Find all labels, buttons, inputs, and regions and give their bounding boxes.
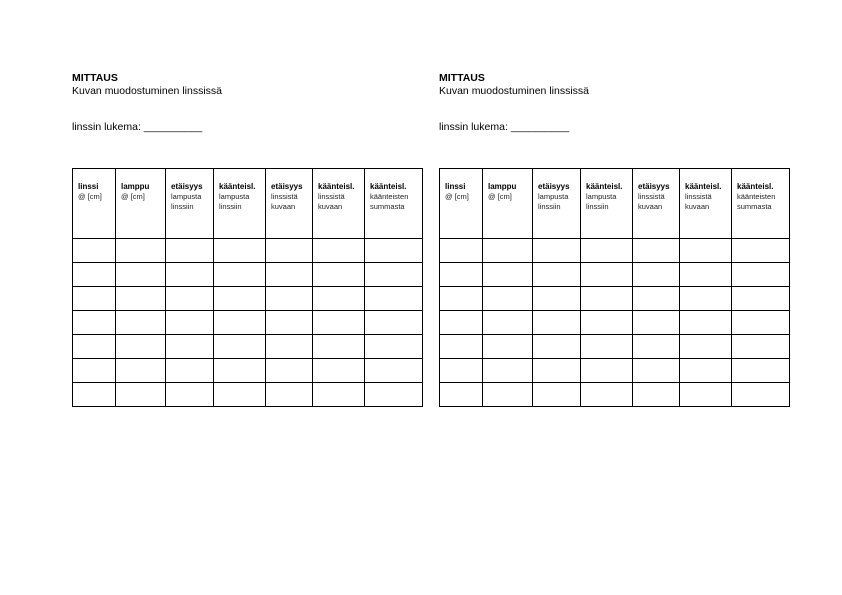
table-row [73, 287, 423, 311]
column-title: etäisyys [638, 182, 670, 191]
table-cell[interactable] [365, 359, 423, 383]
lens-reading-line: linssin lukema: __________ [439, 121, 570, 133]
measurement-sheet-right [439, 72, 789, 211]
table-cell[interactable] [633, 239, 680, 263]
table-cell[interactable] [440, 359, 483, 383]
measurement-table [72, 168, 423, 407]
table-cell[interactable] [214, 383, 266, 407]
column-header-etaisyys-lampusta [533, 169, 581, 239]
table-cell[interactable] [266, 383, 313, 407]
table-cell[interactable] [166, 335, 214, 359]
table-cell[interactable] [214, 239, 266, 263]
column-subtitle: linssistä kuvaan [318, 192, 345, 211]
table-cell[interactable] [116, 335, 166, 359]
table-cell[interactable] [633, 311, 680, 335]
table-cell[interactable] [313, 287, 365, 311]
table-cell[interactable] [214, 287, 266, 311]
lens-reading-line: linssin lukema: __________ [72, 121, 203, 133]
table-cell[interactable] [581, 359, 633, 383]
table-cell[interactable] [483, 263, 533, 287]
column-header-lamppu [483, 169, 533, 239]
column-subtitle: lampusta linssiin [538, 192, 569, 211]
table-cell[interactable] [266, 311, 313, 335]
table-cell[interactable] [166, 263, 214, 287]
table-cell[interactable] [633, 335, 680, 359]
table-row [73, 239, 423, 263]
table-cell[interactable] [365, 335, 423, 359]
table-cell[interactable] [440, 311, 483, 335]
table-cell[interactable] [732, 263, 790, 287]
table-cell[interactable] [73, 335, 116, 359]
table-cell[interactable] [116, 239, 166, 263]
column-title: käänteisl. [370, 182, 407, 191]
table-cell[interactable] [313, 311, 365, 335]
table-cell[interactable] [214, 311, 266, 335]
table-cell[interactable] [732, 239, 790, 263]
table-cell[interactable] [365, 287, 423, 311]
table-cell[interactable] [633, 263, 680, 287]
table-row [440, 335, 790, 359]
table-row [440, 239, 790, 263]
table-cell[interactable] [166, 383, 214, 407]
table-row [440, 311, 790, 335]
table-cell[interactable] [266, 359, 313, 383]
table-body [440, 239, 790, 407]
table-cell[interactable] [116, 263, 166, 287]
table-body [73, 239, 423, 407]
table-cell[interactable] [440, 263, 483, 287]
table-cell[interactable] [633, 287, 680, 311]
table-row [73, 335, 423, 359]
table-cell[interactable] [166, 239, 214, 263]
column-title: käänteisl. [318, 182, 355, 191]
column-subtitle: @ [cm] [78, 192, 102, 201]
table-cell[interactable] [365, 383, 423, 407]
column-title: lamppu [488, 182, 517, 191]
table-cell[interactable] [73, 359, 116, 383]
column-title: etäisyys [171, 182, 203, 191]
table-cell[interactable] [313, 239, 365, 263]
table-cell[interactable] [581, 263, 633, 287]
table-header-row [73, 169, 423, 239]
column-subtitle: lampusta linssiin [586, 192, 617, 211]
table-cell[interactable] [732, 383, 790, 407]
column-subtitle: @ [cm] [445, 192, 469, 201]
column-title: käänteisl. [219, 182, 256, 191]
table-cell[interactable] [732, 359, 790, 383]
table-row [73, 311, 423, 335]
column-header-linssi [440, 169, 483, 239]
table-cell[interactable] [313, 359, 365, 383]
table-row [440, 359, 790, 383]
table-row [440, 383, 790, 407]
column-subtitle: käänteisten summasta [370, 192, 409, 211]
table-cell[interactable] [633, 359, 680, 383]
table-header-row [440, 169, 790, 239]
table-cell[interactable] [365, 311, 423, 335]
column-title: etäisyys [271, 182, 303, 191]
column-subtitle: lampusta linssiin [219, 192, 250, 211]
table-cell[interactable] [483, 311, 533, 335]
table-cell[interactable] [266, 239, 313, 263]
column-subtitle: linssistä kuvaan [638, 192, 665, 211]
table-cell[interactable] [266, 263, 313, 287]
table-row [440, 263, 790, 287]
table-cell[interactable] [483, 335, 533, 359]
column-title: linssi [78, 182, 99, 191]
column-header-kaanteisl-linssista [680, 169, 732, 239]
column-subtitle: @ [cm] [121, 192, 145, 201]
table-cell[interactable] [533, 311, 581, 335]
sheet-subheading: Kuvan muodostuminen linssissä [439, 85, 589, 97]
column-title: lamppu [121, 182, 150, 191]
sheet-heading: MITTAUS [72, 72, 118, 84]
table-cell[interactable] [214, 359, 266, 383]
table-cell[interactable] [581, 287, 633, 311]
table-cell[interactable] [533, 359, 581, 383]
column-header-etaisyys-linssista [633, 169, 680, 239]
column-subtitle: lampusta linssiin [171, 192, 202, 211]
column-subtitle: linssistä kuvaan [685, 192, 712, 211]
table-cell[interactable] [483, 239, 533, 263]
table-cell[interactable] [214, 263, 266, 287]
table-cell[interactable] [633, 383, 680, 407]
table-cell[interactable] [166, 359, 214, 383]
table-cell[interactable] [732, 311, 790, 335]
table-cell[interactable] [680, 287, 732, 311]
table-cell[interactable] [313, 263, 365, 287]
table-cell[interactable] [440, 287, 483, 311]
table-cell[interactable] [266, 335, 313, 359]
table-cell[interactable] [533, 287, 581, 311]
column-header-kaanteisl-summasta [365, 169, 423, 239]
table-cell[interactable] [440, 335, 483, 359]
sheet-heading: MITTAUS [439, 72, 485, 84]
column-header-etaisyys-lampusta [166, 169, 214, 239]
column-title: linssi [445, 182, 466, 191]
table-cell[interactable] [313, 335, 365, 359]
table-cell[interactable] [533, 383, 581, 407]
table-cell[interactable] [680, 359, 732, 383]
column-header-kaanteisl-linssista [313, 169, 365, 239]
table-cell[interactable] [166, 287, 214, 311]
table-cell[interactable] [680, 383, 732, 407]
column-title: etäisyys [538, 182, 570, 191]
table-cell[interactable] [680, 335, 732, 359]
table-cell[interactable] [365, 239, 423, 263]
column-header-lamppu [116, 169, 166, 239]
table-cell[interactable] [365, 263, 423, 287]
column-subtitle: käänteisten summasta [737, 192, 776, 211]
table-row [440, 287, 790, 311]
table-cell[interactable] [732, 335, 790, 359]
table-cell[interactable] [680, 263, 732, 287]
column-header-kaanteisl-lampusta [581, 169, 633, 239]
sheet-subheading: Kuvan muodostuminen linssissä [72, 85, 222, 97]
table-cell[interactable] [581, 383, 633, 407]
table-cell[interactable] [680, 311, 732, 335]
table-row [73, 263, 423, 287]
column-header-etaisyys-linssista [266, 169, 313, 239]
table-cell[interactable] [483, 287, 533, 311]
measurement-table [439, 168, 790, 407]
table-cell[interactable] [483, 383, 533, 407]
table-cell[interactable] [732, 287, 790, 311]
column-subtitle: @ [cm] [488, 192, 512, 201]
table-cell[interactable] [73, 383, 116, 407]
table-cell[interactable] [116, 359, 166, 383]
table-cell[interactable] [581, 311, 633, 335]
table-cell[interactable] [680, 239, 732, 263]
column-subtitle: linssistä kuvaan [271, 192, 298, 211]
table-cell[interactable] [214, 335, 266, 359]
table-row [73, 359, 423, 383]
table-cell[interactable] [533, 335, 581, 359]
table-cell[interactable] [440, 383, 483, 407]
table-cell[interactable] [73, 239, 116, 263]
table-cell[interactable] [73, 311, 116, 335]
table-cell[interactable] [166, 311, 214, 335]
table-cell[interactable] [483, 359, 533, 383]
measurement-sheet-left [72, 72, 422, 211]
table-cell[interactable] [581, 335, 633, 359]
table-cell[interactable] [533, 263, 581, 287]
table-cell[interactable] [116, 383, 166, 407]
table-cell[interactable] [266, 287, 313, 311]
table-cell[interactable] [73, 263, 116, 287]
table-cell[interactable] [313, 383, 365, 407]
column-title: käänteisl. [586, 182, 623, 191]
table-cell[interactable] [73, 287, 116, 311]
column-header-linssi [73, 169, 116, 239]
table-cell[interactable] [116, 311, 166, 335]
table-row [73, 383, 423, 407]
table-cell[interactable] [440, 239, 483, 263]
table-cell[interactable] [116, 287, 166, 311]
table-cell[interactable] [533, 239, 581, 263]
column-title: käänteisl. [737, 182, 774, 191]
column-title: käänteisl. [685, 182, 722, 191]
table-cell[interactable] [581, 239, 633, 263]
column-header-kaanteisl-lampusta [214, 169, 266, 239]
column-header-kaanteisl-summasta [732, 169, 790, 239]
